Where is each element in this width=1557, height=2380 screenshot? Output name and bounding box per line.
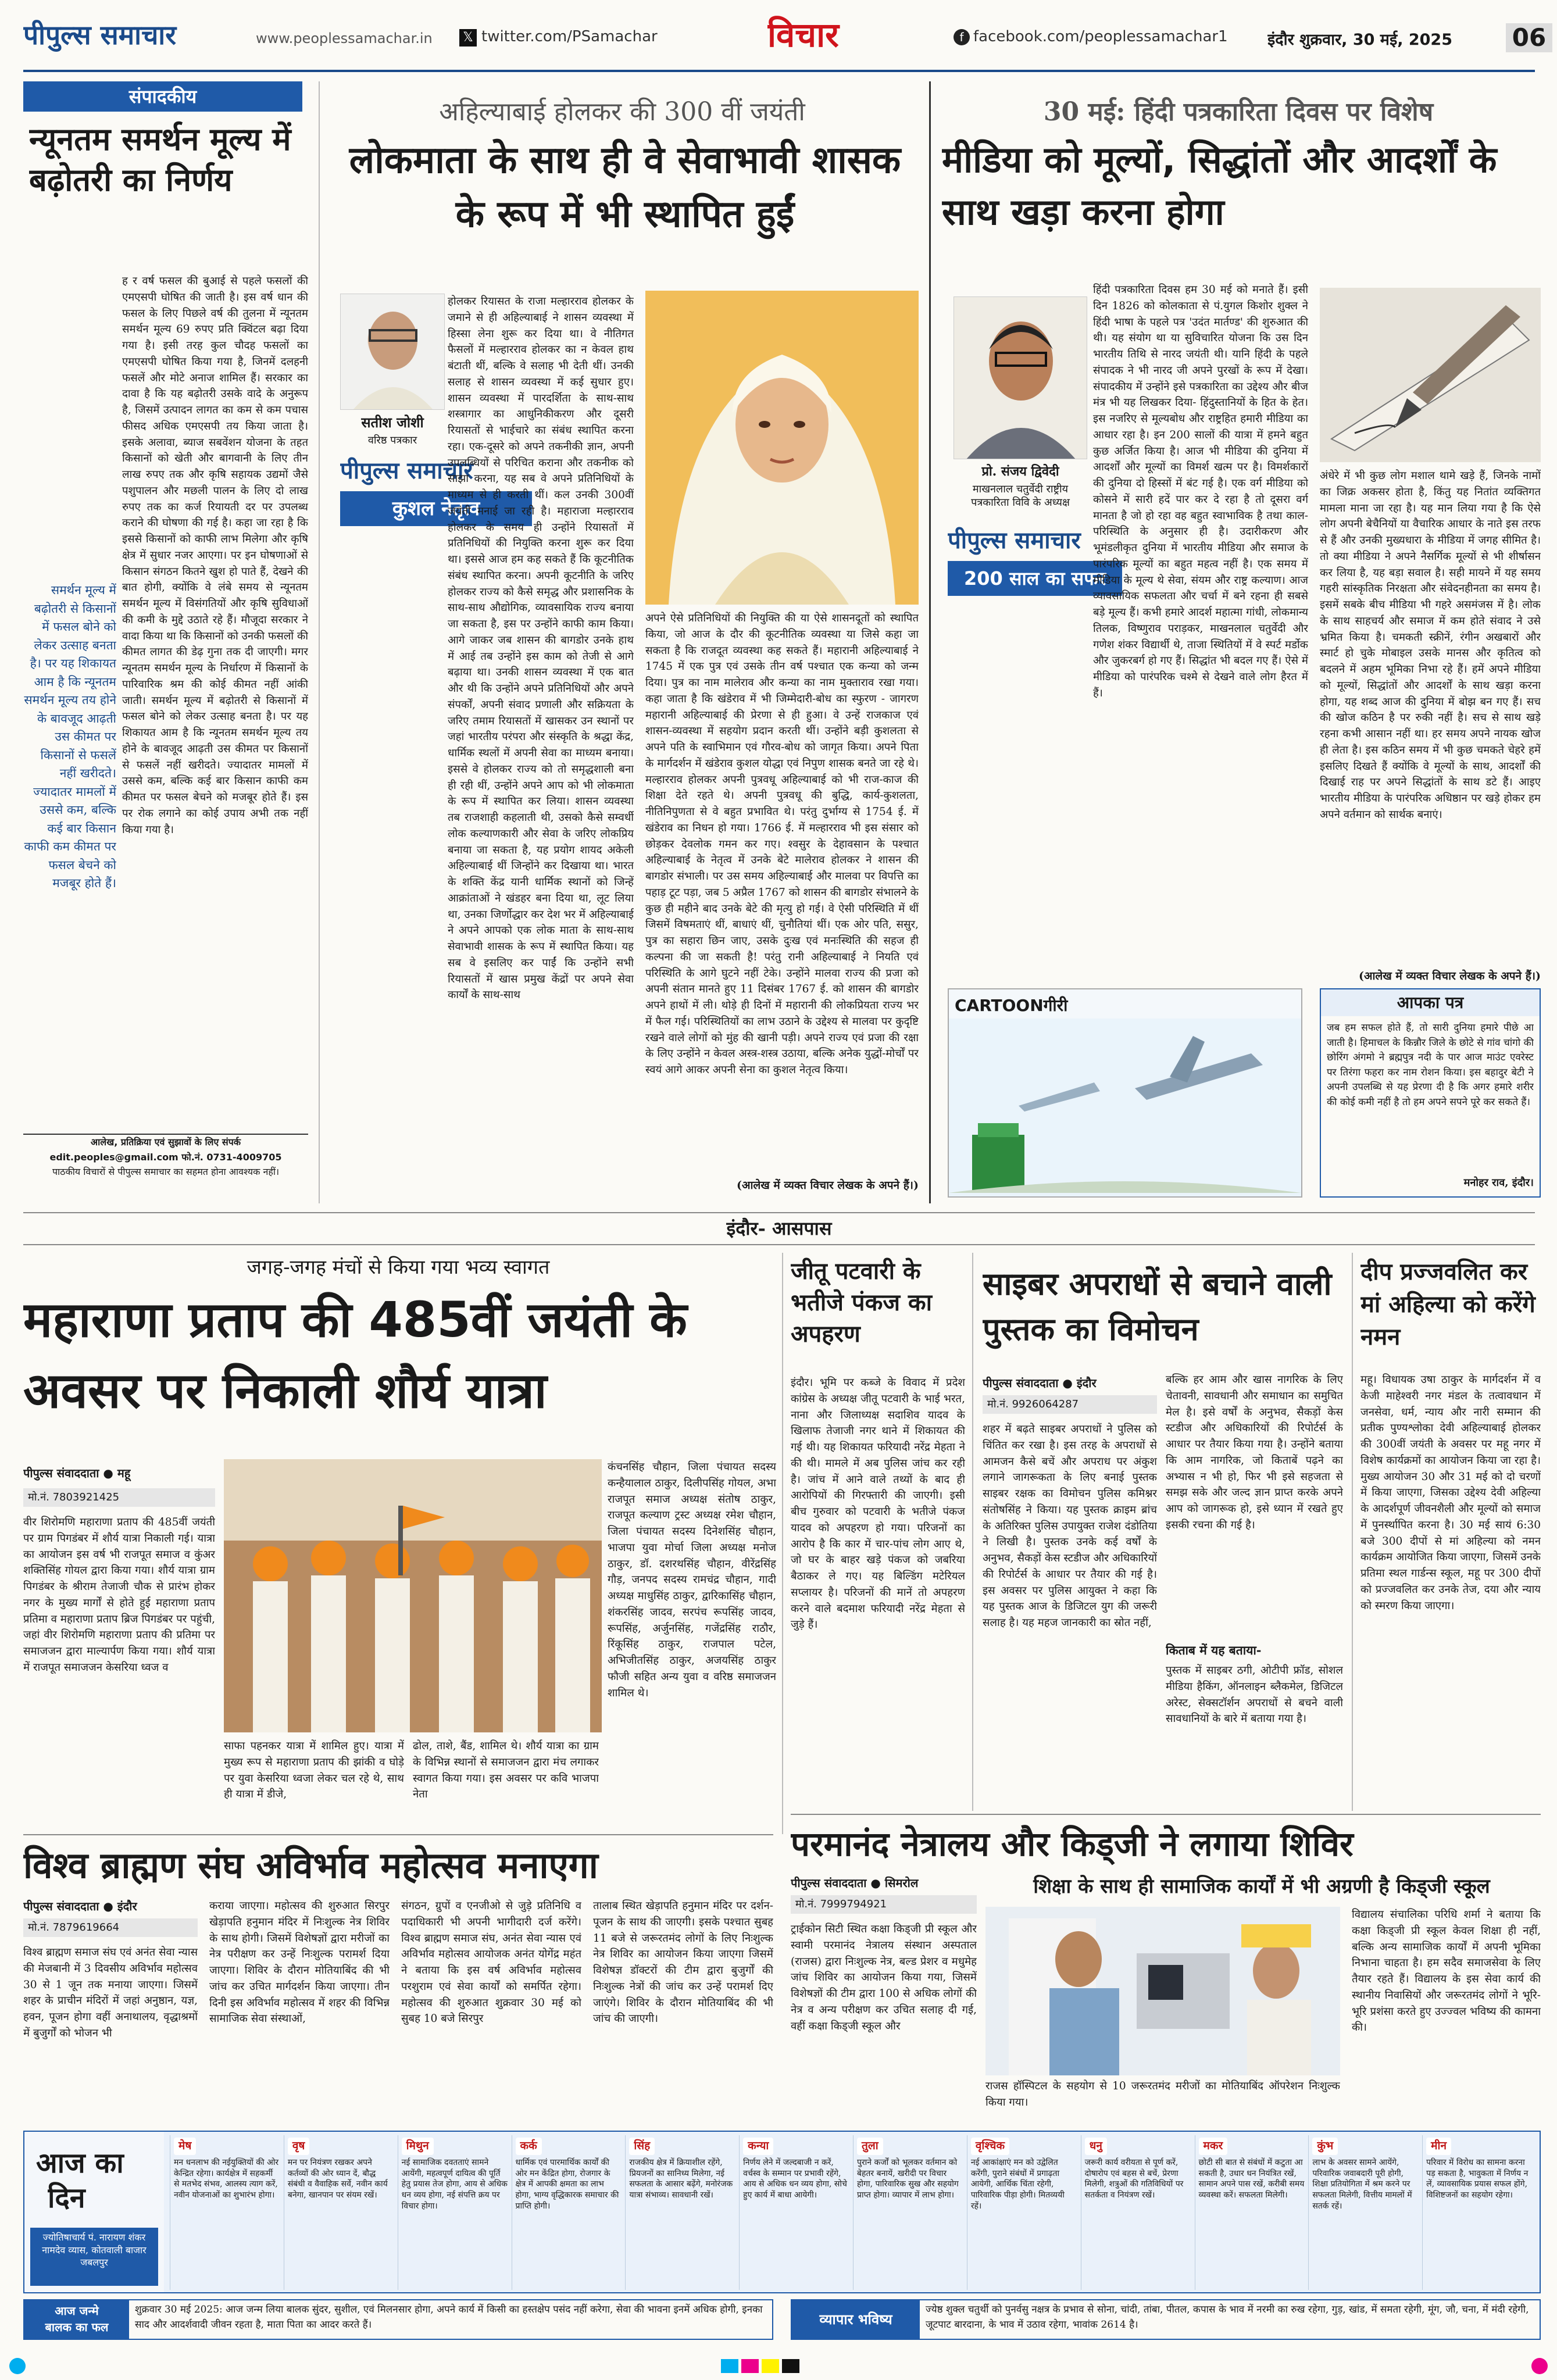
media-col2: अंधेरे में भी कुछ लोग मशाल थामे खड़े हैं, जिनके नामों का जिक्र अकसर होता है, किंतु यह नितांत व्यक्तिगत मामला माना जा रहा है। यह मान लिया गया है कि ऐसे लोग अपनी बेचैनियों या वैचारिक आधार के नाते इस तरफ से हैं और उनकी मुख्यधारा के मीडिया में जगह सीमित है। तो क्या मीडिया ने अपने नैसर्गिक मूल्यों से भी शीर्षासन कर लिया है, यह बड़ा सवाल है। सही मायने में यह समय गहरी सांस्कृतिक निरक्षता और संवेदनहीनता का समय है। इसमें सबके बीच मीडिया भी गहरे असमंजस में है। लोक के साथ साहचर्य और समाज में कम होते संवाद ने उसे भ्रमित किया है। चमकती स्क्रीनें, रंगीन अखबारों और स्मार्ट हो चुके मोबाइल उसके मानस और कृतित्व को बदलने में अहम भूमिका निभा रहे हैं। हमें अपने मीडिया को मूल्यों, सिद्धांतों और आदर्शों के साथ खड़ा करना होगा, यह शब्द आज की दुनिया में बोझ बन गए हैं। सच की खोज कठिन है पर रुकी नहीं है। सच से साथ खड़े रहना कभी आसान नहीं था। हर समय अपने नायक खोज ही लेता है। इस कठिन समय में भी कुछ चमकते चेहरे हमें इसलिए दिखते हैं क्योंकि वे मूल्यों के साथ, आदर्शों की दिखाई राह पर अपने सिद्धांतों के साथ डटे हैं। आइए भारतीय मीडिया के पारंपरिक अधिष्ठान पर खड़े होकर हम अपने वर्तमान को सार्थक बनाएं। <box>1320 470 1541 821</box>
zodiac-sign <box>1081 2135 1195 2290</box>
editorial-footer <box>23 1134 308 1198</box>
media-tagline: (आलेख में व्यक्त विचार लेखक के अपने हैं।) <box>1358 970 1541 982</box>
editorial-contact-label: आलेख, प्रतिक्रिया एवं सुझावों के लिए संपर्क <box>90 1137 241 1148</box>
twitter-link[interactable] <box>459 28 709 51</box>
maharana-kicker: जगह-जगह मंचों से किया गया भव्य स्वागत <box>247 1256 550 1279</box>
person-icon <box>954 297 1087 459</box>
netralaya-phone: मो.नं. 7999794921 <box>791 1895 977 1914</box>
portrait-illustration-icon <box>645 291 919 605</box>
ahilya-col2: अपने ऐसे प्रतिनिधियों की नियुक्ति की या ऐसे शासनदूतों को स्थापित किया, जो आज के दौर की कूटनीतिक व्यवस्था या जिसे कहा जा सकता है कि राजदूत व्यवस्था कह सकते हैं। महारानी अहिल्याबाई ने 1745 में एक पुत्र एवं उसके तीन वर्ष पश्चात एक कन्या को जन्म दिया। पुत्र का नाम मालेराव और कन्या का नाम मुक्ताराव रखा गया। कहा जाता है कि खंडेराव में भी जिम्मेदारी-बोध का स्फुरण - जागरण महारानी अहिल्याबाई की प्रेरणा से ही हुआ। वे उन्हें राजकाज एवं शासन-व्यवस्था में सहयोग प्रदान करती थीं। उन्होंने बड़ी कुशलता से अपने पति के स्वाभिमान एवं गौरव-बोध को जागृत किया। अपने पिता के मार्गदर्शन में खंडेराव कुशल योद्धा एवं निपुण शासक बनते जा रहे थे। मल्हारराव होलकर अपनी पुत्रवधू अहिल्याबाई को भी राज-काज की शिक्षा देते रहते थे। अपनी पुत्रवधू की बुद्धि, कार्य-कुशलता, नीतिनिपुणता से वे बहुत प्रभावित थे। परंतु दुर्भाग्य से 1754 ई. में खंडेराव का निधन हो गया। 1766 ई. में मल्हारराव भी इस संसार को छोड़कर देवलोक गमन कर गए। श्वसुर के देहावसान के पश्चात अहिल्याबाई के नेतृत्व में उनके बेटे मालेराव होलकर ने शासन की बागडोर संभाली। पर उस समय अहिल्याबाई और मालवा पर विपत्ति का पहाड़ टूट पड़ा, जब 5 अप्रैल 1767 को शासन की बागडोर संभालने के कुछ ही महीने बाद उनके बेटे की मृत्यु हो गई। वे ऐसी परिस्थिति में थीं जिसमें विषमताएं थीं, बाधाएं थीं, चुनौतियां थीं। एक ओर पति, ससुर, पुत्र का सहारा छिन जाए, उसके दुःख एवं मनःस्थिति की सहज ही कल्पना की जा सकती है! परंतु रानी अहिल्याबाई ने नियति एवं परिस्थिति के आगे घुटने नहीं टेके। उन्होंने मालवा राज्य की प्रजा को अपनी संतान मानते हुए 11 दिसंबर 1767 ई. को शासन की बागडोर अपने हाथों में ली। थोड़े ही दिनों में महारानी की लोकप्रियता राज्य भर में फैल गई। परिस्थितियों का लाभ उठाने के उद्देश्य से मालवा पर कुदृष्टि रखने वाले लोगों को मुंह की खानी पड़ी। अपने राज्य एवं प्रजा की रक्षा के लिए उन्होंने न केवल अस्त्र-शस्त्र उठाया, बल्कि अनेक युद्धों-मोर्चों पर स्वयं आगे आकर अपनी सेना का कुशल नेतृत्व किया। <box>645 612 919 1076</box>
zodiac-sign-text: मन धनलाभ की नईयुक्तियों की ओर केन्द्रित रहेगा। कार्यक्षेत्र में सहकर्मी से मतभेद संभव, आलस्य त्याग करें, नवीन योजनाओं का शुभारंभ होगा। <box>174 2157 279 2200</box>
editorial-disclaimer: पाठकीय विचारों से पीपुल्स समाचार का सहमत होना आवश्यक नहीं। <box>52 1166 280 1178</box>
cyber-byline: पीपुल्स संवाददाता ● इंदौर <box>983 1376 1097 1390</box>
section-rule <box>23 1244 1535 1245</box>
column-divider <box>782 1253 783 1834</box>
ahilya-tagline: (आलेख में व्यक्त विचार लेखक के अपने हैं।) <box>736 1179 919 1192</box>
letters-box <box>1320 988 1541 1198</box>
netralaya-caption: राजस हॉस्पिटल के सहयोग से 10 जरूरतमंद मरीजों का मोतियाबिंद ऑपरेशन निःशुल्क किया गया। <box>985 2080 1340 2109</box>
birthday-text: शुक्रवार 30 मई 2025: आज जन्म लिया बालक सुंदर, सुशील, एवं मिलनसार होगा, अपने कार्य में किसी का हस्तक्षेप पसंद नहीं करेगा, सेवा की भावना इनमें अधिक होगी, इनका साद और आदर्शवादी जीवन रहता है, माता पिता का आदर करते हैं। <box>135 2304 763 2331</box>
zodiac-sign-text: निर्णय लेने में जल्दबाजी न करें, वर्चस्व के सम्मान पर प्रभावी रहेंगे, आय से अधिक धन व्यय होगा, सोचे हुए कार्य में बाधा आयेगी। <box>743 2157 847 2200</box>
publication-logo[interactable]: पीपुल्स समाचार <box>23 19 177 51</box>
zodiac-sign-text: मन पर नियंत्रण रखकर अपने कर्तव्यों की ओर ध्यान दें, बौद्ध संबंधी व वैवाहिक सर्वे, नवीन कार्य बनेगा, खानपान पर संयम रखें। <box>287 2157 388 2200</box>
pen-illustration <box>1320 288 1541 462</box>
zodiac-sign-text: पुराने कर्जों को भूलकर वर्तमान को बेहतर बनायें, खरीदी पर विचार होगा, पारिवारिक सुख और सहयोग प्राप्त होगा। व्यापार में लाभ होगा। <box>857 2157 959 2200</box>
birthday-label-line1: आज जन्मे <box>55 2304 99 2318</box>
section-rule <box>23 1212 1535 1213</box>
zodiac-sign-name: कन्या <box>743 2138 773 2155</box>
editorial-email[interactable]: edit.peoples@gmail.com फो.नं. 0731-4009705 <box>49 1151 282 1163</box>
zodiac-sign-text: राजकीय क्षेत्र में क्रियाशील रहेंगे, प्रियजनों का सानिध्य मिलेगा, नई सफलता के आसार बढ़ेंगे, मनोरंजक यात्रा संभाव्य। सावधानी रखें। <box>629 2157 733 2200</box>
ahilya-kicker: अहिल्याबाई होलकर की 300 वीं जयंती <box>439 97 805 127</box>
brahman-col4: तालाब स्थित खेड़ापति हनुमान मंदिर पर दर्शन-पूजन के साथ की जाएगी। इसके पश्चात सुबह 11 बजे से जरूरतमंद लोगों के लिए निःशुल्क नेत्र शिविर का आयोजन किया जाएगा जिसमें विशेषज्ञ डॉक्टरों की टीम द्वारा बुजुर्गों की निःशुल्क नेत्रों की जांच कर उन्हें परामर्श दिए जाएंगे। शिविर के दौरान मोतियाबिंद की भी जांच की जाएगी। <box>593 1900 773 2025</box>
netralaya-col1: ट्राईकोन सिटी स्थित कक्षा किड्जी प्री स्कूल और स्वामी परमानंद नेत्रालय संस्थान अस्पताल (राजस) द्वारा निःशुल्क नेत्र, बल्ड प्रेशर व मधुमेह जांच शिविर का आयोजन किया गया, जिसमें विशेषज्ञों की टीम द्वारा 100 से अधिक लोगों की नेत्र व अन्य परीक्षण कर उचित सलाह दी गई, वहीं कक्षा किड्जी स्कूल और <box>791 1923 977 2032</box>
netralaya-photo <box>985 1907 1340 2075</box>
series-badge: 200 साल का सफर <box>948 561 1122 596</box>
zodiac-sign <box>170 2135 284 2290</box>
horoscope-strip <box>23 2131 1541 2293</box>
zodiac-sign-name: मिथुन <box>402 2138 434 2155</box>
zodiac-sign-name: मकर <box>1199 2138 1228 2155</box>
zodiac-sign <box>625 2135 739 2290</box>
jitu-title: जीतू पटवारी के भतीजे पंकज का अपहरण <box>791 1258 933 1348</box>
zodiac-sign <box>853 2135 967 2290</box>
horoscope-title-box <box>24 2132 164 2292</box>
zodiac-sign-name: कर्क <box>516 2138 542 2155</box>
brahman-phone: मो.नं. 7879619664 <box>23 1918 198 1937</box>
photo-eye-camp-icon <box>985 1907 1340 2075</box>
author-role: वरिष्ठ पत्रकार <box>367 434 417 446</box>
cyber-title: साइबर अपराधों से बचाने वाली पुस्तक का विमोचन <box>983 1266 1332 1348</box>
issue-date: इंदौर शुक्रवार, 30 मई, 2025 <box>1267 31 1453 49</box>
maharana-title: महाराणा प्रताप की 485वीं जयंती के अवसर पर निकाली शौर्य यात्रा <box>23 1291 687 1419</box>
series-badge: कुशल नेतृत्व <box>340 491 532 526</box>
brahman-col3: संगठन, ग्रुपों व एनजीओ से जुड़े प्रतिनिधि व पदाधिकारी भी अपनी भागीदारी दर्ज करेंगे। विश्व ब्राह्मण समाज संघ, अनंत सेवा न्यास एवं अविर्भाव महोत्सव आयोजक अनंत योगेंद्र महंत ने बताया कि इस वर्ष अविर्भाव महोत्सव परशुराम एवं सेवा कार्यों को समर्पित रहेगा। महोत्सव की शुरुआत शुक्रवार 30 मई को सुबह 10 बजे सिरपुर <box>401 1900 581 2025</box>
zodiac-sign-name: सिंह <box>629 2138 655 2155</box>
brahman-col2: कराया जाएगा। महोत्सव की शुरुआत सिरपुर खेड़ापति हनुमान मंदिर में निःशुल्क नेत्र शिविर के साथ होगी। जिसमें विशेषज्ञों द्वारा मरीजों का नेत्र परीक्षण कर उन्हें निःशुल्क परामर्श दिया जाएगा। शिविर के दौरान मोतियाबिंद की भी जांच कर उचित मार्गदर्शन किया जाएगा। तीन दिनी इस अविर्भाव महोत्सव में शहर की विभिन्न सामाजिक सेवा संस्थाओं, <box>209 1900 390 2025</box>
cartoon-title: CARTOONगीरी <box>955 996 1068 1015</box>
facebook-icon: f <box>954 29 970 45</box>
editorial-tag: संपादकीय <box>23 81 302 112</box>
letters-signature: मनोहर राव, इंदौर। <box>1463 1177 1534 1189</box>
zodiac-sign <box>1195 2135 1309 2290</box>
zodiac-sign-name: कुंभ <box>1312 2138 1338 2155</box>
zodiac-sign <box>739 2135 853 2290</box>
column-divider <box>929 81 931 1203</box>
twitter-handle: twitter.com/PSamachar <box>481 28 658 45</box>
column-divider <box>1352 1253 1353 1811</box>
website-link[interactable]: www.peoplessamachar.in <box>256 30 433 47</box>
zodiac-sign <box>284 2135 398 2290</box>
zodiac-sign-text: छोटी सी बात से संबंधों में कटुता आ सकती है, उधार धन नियंत्रित रखें, सामान अपने पास रखें, करीबी समय व्यवस्था करें। सफलता मिलेगी। <box>1198 2157 1305 2200</box>
business-box <box>791 2299 1541 2340</box>
photo-crowd-icon <box>224 1459 602 1732</box>
zodiac-sign-text: नई आकांक्षाएं मन को उद्वेलित करेंगी, पुराने संबंधों में प्रगाढ़ता आयेगी, आर्थिक चिंता रहेगी, पारिवारिक पीड़ा होगी। मितव्ययी रहें। <box>970 2157 1065 2211</box>
maharana-col1: वीर शिरोमणि महाराणा प्रताप की 485वीं जयंती पर ग्राम पिगडंबर में शौर्य यात्रा निकाली गई। यात्रा का आयोजन इस वर्ष भी राजपूत समाज व कुंअर शक्तिसिंह गोयल द्वारा किया गया। शौर्य यात्रा ग्राम पिगडंबर के श्रीराम तेजाजी चौक से प्रारंभ होकर नगर के मुख्य मार्गों से होते हुई महाराणा प्रताप प्रतिमा व महाराणा प्रताप ब्रिज पिगडंबर पर पहुंची, जहां वीर शिरोमणि महाराणा प्रताप की प्रतिमा पर समाजजन द्वारा माल्यार्पण किया गया। शौर्य यात्रा में राजपूत समाजजन केसरिया ध्वज व <box>23 1516 215 1674</box>
author-role: माखनलाल चतुर्वेदी राष्ट्रीय पत्रकारिता विवि के अध्यक्ष <box>971 483 1070 509</box>
author-name: सतीश जोशी <box>361 414 424 431</box>
ahilya-title: लोकमाता के साथ ही वे सेवाभावी शासक के रूप में भी स्थापित हुईं <box>349 139 901 236</box>
maharana-phone: मो.नं. 7803921425 <box>23 1488 215 1507</box>
pen-icon <box>1320 288 1541 462</box>
zodiac-sign <box>967 2135 1081 2290</box>
story-rule <box>23 1834 773 1835</box>
netralaya-subtitle: शिक्षा के साथ ही सामाजिक कार्यों में भी अग्रणी है किड्जी स्कूल <box>1033 1875 1490 1898</box>
series-logo: पीपुल्स समाचार <box>340 458 473 484</box>
business-label: व्यापार भविष्य <box>792 2300 920 2339</box>
ahilya-portrait <box>645 291 919 605</box>
editorial-title: न्यूनतम समर्थन मूल्य में बढ़ोतरी का निर्णय <box>29 121 291 199</box>
cyber-col1: शहर में बढ़ते साइबर अपराधों ने पुलिस को चिंतित कर रखा है। इस तरह के अपराधों से आमजन कैसे बचें और अपराध पर अंकुश लगाने जागरूकता के लिए बनाई पुस्तक साइबर रक्षक का विमोचन पुलिस कमिश्नर संतोषसिंह ने किया। यह पुस्तक क्राइम ब्रांच के अतिरिक्त पुलिस उपायुक्त राजेश दंडोतिया ने लिखी है। पुस्तक उनके कई वर्षों के अनुभव, सैकड़ों केस स्टडीज और अधिकारियों की रिपोर्टर्स के आधार पर तैयार की गई है। इस अवसर पर पुलिस आयुक्त ने कहा कि यह पुस्तक आज के डिजिटल युग की जरूरी सलाह है। यह महज जानकारी का स्रोत नहीं, <box>983 1423 1157 1629</box>
story-rule <box>791 1814 1541 1815</box>
deep-body: महू। विधायक उषा ठाकुर के मार्गदर्शन में व केजी माहेश्वरी नगर मंडल के तत्वावधान में जनसेवा, धर्म, न्याय और नारी सम्मान की प्रतीक पुण्यश्लोका देवी अहिल्याबाई होलकर की 300वीं जयंती के अवसर पर महू नगर में विशेष कार्यक्रमों का आयोजन किया जा रहा है। मुख्य आयोजन 30 और 31 मई को दो चरणों में किया जाएगा, जिसका उद्देश्य देवी अहिल्या के आदर्शपूर्ण जीवनशैली और मूल्यों को समाज में पुनर्स्थापित करना है। 30 मई सायं 6:30 बजे 300 दीपों से मां अहिल्या को नमन कार्यक्रम आयोजित किया जाएगा, जिसमें उनके प्रतिमा स्थल गार्डन्स स्कूल, महू पर 300 दीपों को प्रज्जवलित कर उनके तेज, दया और न्याय को स्मरण किया जाएगा। <box>1360 1374 1541 1612</box>
maharana-col2: साफा पहनकर यात्रा में शामिल हुए। यात्रा में मुख्य रूप से महाराणा प्रताप की झांकी व घोड़े पर युवा केसरिया ध्वजा लेकर चल रहे थे, साथ ही यात्रा में डीजे, <box>224 1740 404 1801</box>
masthead <box>0 0 1557 70</box>
astrologer-credit: ज्योतिषाचार्य पं. नारायण शंकर नामदेव व्यास, कोतवाली बाजार जबलपुर <box>30 2228 158 2286</box>
netralaya-col2: विद्यालय संचालिका परिधि शर्मा ने बताया कि कक्षा किड्जी प्री स्कूल केवल शिक्षा ही नहीं, बल्कि अन्य सामाजिक कार्यों में अपनी भूमिका निभाना चाहता है। हम सदैव समाजसेवा के लिए तैयार रहते हैं। विद्यालय के इस सेवा कार्य की स्थानीय निवासियों और जरूरतमंद लोगों ने भूरि-भूरि प्रशंसा करते हुए उज्ज्वल भविष्य की कामना की। <box>1352 1909 1541 2034</box>
author-photo <box>954 296 1087 459</box>
netralaya-title: परमानंद नेत्रालय और किड्जी ने लगाया शिविर <box>791 1824 1354 1864</box>
zodiac-sign-text: परिवार में विरोध का सामना करना पड़ सकता है, भावुकता में निर्णय न लें, व्यावसायिक प्रयास सफल होंगे, विशिष्टजनों का सहयोग रहेगा। <box>1426 2157 1529 2200</box>
series-logo: पीपुल्स समाचार <box>948 527 1081 554</box>
author-name: प्रो. संजय द्विवेदी <box>981 464 1059 479</box>
zodiac-sign-text: लाभ के अवसर सामने आयेंगे, परिवारिक जवाबदारी पूरी होगी, शिक्षा प्रतियोगिता में श्रम करने पर सफलता मिलेगी, वित्तीय मामलों में सतर्क रहें। <box>1312 2157 1412 2211</box>
jitu-body: इंदौर। भूमि पर कब्जे के विवाद में प्रदेश कांग्रेस के अध्यक्ष जीतू पटवारी के भाई भरत, नाना और जिलाध्यक्ष सदाशिव यादव के खिलाफ तेजाजी नगर थाने में शिकायत की गई थी। यह शिकायत फरियादी नरेंद्र मेहता ने की थी। मामले में अब पुलिस जांच कर रही है। जांच में आने वाले तथ्यों के बाद ही आरोपियों की गिरफ्तारी की जाएगी। इसी बीच गुरुवार को पटवारी के भतीजे पंकज यादव को अपहरण हो गया। परिजनों का आरोप है कि कार में चार-पांच लोग आए थे, जो घर के बाहर खड़े पंकज को जबरिया बैठाकर ले गए। यह बिल्डिंग मटेरियल सप्लायर है। परिजनों की मानें तो अपहरण करने वाले बदमाश फरियादी नरेंद्र मेहता से जुड़े हैं। <box>791 1377 965 1631</box>
section-label: इंदौर- आसपास <box>726 1217 832 1239</box>
zodiac-sign <box>512 2135 626 2290</box>
section-title: विचार <box>767 15 839 55</box>
netralaya-byline: पीपुल्स संवाददाता ● सिमरोल <box>791 1876 919 1890</box>
column-divider <box>972 1253 973 1811</box>
facebook-handle: facebook.com/peoplessamachar1 <box>973 28 1228 45</box>
facebook-link[interactable] <box>954 28 1244 51</box>
deep-title: दीप प्रज्जवलित कर मां अहिल्या को करेंगे नमन <box>1360 1259 1535 1350</box>
registration-marks-icon <box>0 2354 1557 2378</box>
cyber-col3: पुस्तक में साइबर ठगी, ओटीपी फ्रॉड, सोशल मीडिया हैकिंग, ऑनलाइन ब्लैकमेल, डिजिटल अरेस्ट, सेक्सटॉर्शन अपराधों से बचने वाली सावधानियों के बारे में बताया गया है। <box>1166 1664 1343 1725</box>
author-photo <box>340 294 445 410</box>
letters-title: आपका पत्र <box>1321 989 1540 1016</box>
zodiac-sign-name: तुला <box>857 2138 883 2155</box>
media-kicker: 30 मई: हिंदी पत्रकारिता दिवस पर विशेष <box>1043 97 1434 127</box>
maharana-byline: पीपुल्स संवाददाता ● महू <box>23 1466 131 1480</box>
birthday-label <box>24 2300 129 2339</box>
zodiac-row <box>170 2135 1536 2292</box>
ahilya-col1: होलकर रियासत के राजा मल्हारराव होलकर के जमाने से ही अहिल्याबाई ने शासन व्यवस्था में हिस्सा लेना शुरू कर दिया था। वे नीतिगत फैसलों में मल्हारराव होलकर का न केवल हाथ बंटाती थीं, बल्कि वे सलाह भी देती थीं। उनकी सलाह से शासन व्यवस्था में कई सुधार हुए। शासन व्यवस्था में पारदर्शिता के साथ-साथ शस्त्रागार का आधुनिकीकरण और दूसरी रियासतों से भाईचारे का संबंध स्थापित करना रहा। एक-दूसरे को अपने तकनीकी ज्ञान, अपनी उपलब्धियों से परिचित कराना और तकनीक को साझा करना, यह सब वे अपने प्रतिनिधियों के माध्यम से ही करती थीं। कल उनकी 300वीं जयंती मनाई जा रही है। महाराजा मल्हारराव होलकर के समय ही उन्होंने रियासतों में प्रतिनिधियों की नियुक्ति करना शुरू कर दिया था। इससे आज हम कह सकते हैं कि कूटनीतिक संबंध स्थापित करना। अपनी कूटनीति के जरिए होलकर राज्य को कैसे समृद्ध और प्रशासनिक के साथ-साथ औद्योगिक, व्यावसायिक राज्य बनाया जा सकता है, इस पर उन्होंने काफी काम किया। आगे जाकर जब शासन की बागडोर उनके हाथ में आई तब उन्होंने इस काम को तेजी से आगे बढ़ाया था। उनकी शासन व्यवस्था में एक बात और थी कि उन्होंने अपने प्रतिनिधियों और अपने संपर्कों, अपनी संवाद प्रणाली और सक्रियता के जरिए तमाम रियासतों में खासकर उन स्थानों पर जहां भारतीय परंपरा और संस्कृति के श्रद्धा केंद्र, धार्मिक स्थलों में अपनी सेवा का माध्यम बनाया। इससे वे होलकर राज्य को तो समृद्धशाली बना ही रही थीं, उन्होंने अपने आप को भी लोकमाता के रूप में स्थापित कर लिया। शासन व्यवस्था तब राजशाही कहलाती थी, उसको कैसे सम्वर्धी लोक कल्याणकारी और सेवा के जरिए लोकप्रिय बनाया जा सकता है, यह प्रयोग शायद अकेली अहिल्याबाई थीं जिन्होंने कर दिखाया था। भारत के शक्ति केंद्र यानी धार्मिक स्थानों को जिन्हें आक्रांताओं ने खंडहर बना दिया था, लूट लिया था, उनका जिर्णोद्धार कर देश भर में अहिल्याबाई ने अपने आपको एक लोक माता के साथ-साथ सेवाभावी शासक के रूप में स्थापित किया। यह सब वे इसलिए कर पाईं कि उन्होंने सभी रियासतों में खास प्रमुख केंद्रों पर अपने सेवा कार्यों के साथ-साथ <box>448 295 634 1002</box>
zodiac-sign <box>1308 2135 1422 2290</box>
media-title: मीडिया को मूल्यों, सिद्धांतों और आदर्शों के साथ खड़ा करना होगा <box>942 138 1497 233</box>
media-col1: हिंदी पत्रकारिता दिवस हम 30 मई को मनाते हैं। इसी दिन 1826 को कोलकाता से पं.युगल किशोर शुक्ल ने हिंदी भाषा के पहले पत्र 'उदंत मार्तण्ड' की शुरुआत की थी। यह संयोग था या सुविचारित योजना कि उस दिन भारतीय तिथि से नारद जयंती थी। यानि हिंदी के पहले संपादक ने भी नारद जी अपने पुरखों के रूप में देखा। संपादकीय में उन्होंने इसे पत्रकारिता का उद्देश्य और बीज मंत्र भी यह लिखकर दिया- हिंदुस्तानियों के हित के हेत। इस नजरिए से मूल्यबोध और राष्ट्रहित हमारी मीडिया का आधार रहा है। इन 200 सालों की यात्रा में हमने बहुत कुछ अर्जित किया है। आज भी मीडिया की दुनिया में आदर्शों और मूल्यों का विमर्श खत्म पर है। विमर्शकारों की दुनिया दो हिस्सों में बंट गई है। एक वर्ग मीडिया को कोसने में सारी हदें पार कर दे रहा है तो दूसरा वर्ग मानता है जो हो रहा वह बहुत स्वाभाविक है तथा काल-परिस्थिति के अनुसार ही है। उदारीकरण और भूमंडलीकृत दुनिया में भारतीय मीडिया और समाज के पारंपरिक मूल्यों का बहुत महत्व नहीं है। एक समय में मीडिया के मूल्य थे सेवा, संयम और राष्ट्र कल्याण। आज व्यावसायिक सफलता और चर्चा में बने रहना ही सबसे बड़े मूल्य हैं। कभी हमारे आदर्श महात्मा गांधी, लोकमान्य तिलक, विष्णुराव पराड़कर, माखनलाल चतुर्वेदी और गणेश शंकर विद्यार्थी थे, ताजा स्थितियों में वे स्पर्ट मर्डोक और जुकरबर्ग हो गए हैं। सिद्धांत भी बदल गए हैं। ऐसे में मीडिया को पारंपरिक चश्मे से देखने वाले लोग हैरत में हैं। <box>1093 284 1308 699</box>
page-number: 06 <box>1506 23 1552 52</box>
zodiac-sign-name: मीन <box>1426 2138 1451 2155</box>
zodiac-sign-name: वृष <box>288 2138 310 2155</box>
business-text: ज्येष्ठ शुक्ल चतुर्थी को पुनर्वसु नक्षत्र के प्रभाव से सोना, चांदी, तांबा, पीतल, कपास के भाव में नरमी का रुख रहेगा, गुड़, खांड, में समता रहेगी, मूंग, जौ, चना, में मंदी रहेगी, जूटपाट बारदाना, के भाव में उठाव रहेगा, भावांक 2614 है। <box>926 2304 1529 2331</box>
cartoon-panel <box>948 988 1302 1198</box>
zodiac-sign <box>398 2135 512 2290</box>
cyber-subhead: किताब में यह बताया- <box>1166 1643 1262 1657</box>
cyber-phone: मो.नं. 9926064287 <box>983 1395 1157 1414</box>
masthead-rule <box>23 70 1535 72</box>
zodiac-sign-text: नई सामाजिक दवतताएं सामने आयेंगी, महत्वपूर्ण दायित्व की पूर्ति हेतु प्रयास तेज होगा, आय से अधिक धन व्यय होगा, नई संपत्ति क्रय पर विचार होगा। <box>401 2157 508 2211</box>
maharana-col4: कंचनसिंह चौहान, जिला पंचायत सदस्य कन्हैयालाल ठाकुर, दिलीपसिंह गोयल, अभा राजपूत समाज अध्यक्ष संतोष ठाकुर, राजपूत कल्याण ट्रस्ट अध्यक्ष रमेश चौहान, जिला पंचायत सदस्य दिनेशसिंह चौहान, भाजपा युवा मोर्चा जिला अध्यक्ष मनोज ठाकुर, डॉ. दशरथसिंह चौहान, वीरेंद्रसिंह गौड़, जनपद सदस्य रामचंद्र चौहान, गादी अध्यक्ष माधुसिंह ठाकुर, द्वारिकासिंह चौहान, शंकरसिंह जादव, सरपंच रूपसिंह जादव, रूपसिंह, अर्जुनसिंह, गजेंद्रसिंह राठौर, रिंकूसिंह ठाकुर, राजपाल पटेल, अभिजीतसिंह ठाकुर, अजयसिंह ठाकुर फौजी सहित अन्य युवा व वरिष्ठ समाजजन शामिल थे। <box>608 1461 776 1699</box>
zodiac-sign-name: धनु <box>1085 2138 1107 2155</box>
maharana-photo <box>224 1459 602 1732</box>
cartoon-illustration-icon <box>949 1019 1301 1196</box>
brahman-byline: पीपुल्स संवाददाता ● इंदौर <box>23 1899 137 1913</box>
birthday-label-line2: बालक का फल <box>45 2320 109 2334</box>
zodiac-sign-name: वृश्चिक <box>971 2138 1009 2155</box>
zodiac-sign-name: मेष <box>174 2138 196 2155</box>
print-color-marks <box>0 2354 1557 2378</box>
letters-body: जब हम सफल होते हैं, तो सारी दुनिया हमारे पीछे आ जाती है। हिमाचल के किन्नौर जिले के छोटे से गांव चांगो की छोरिंग अंगमो ने ब्रह्मपुत्र नदी के पार आज माउंट एवरेस्ट पर तिरंगा फहरा कर नाम रोशन किया। इस बहादुर बेटी ने अपनी उपलब्धि से यह प्रेरणा दी है कि अगर हमारे शरीर की कोई कमी नहीं है तो हम अपने सपने पूरे कर सकते हैं। <box>1327 1022 1534 1108</box>
editorial-body: ह र वर्ष फसल की बुआई से पहले फसलों की एमएसपी घोषित की जाती है। इस वर्ष धान की फसल के लिए पिछले वर्ष की तुलना में न्यूनतम समर्थन मूल्य 69 रुपए प्रति क्विंटल बढ़ा दिया गया है। इसी तरह कुल चौदह फसलों का एमएसपी घोषित किया गया है, जिनमें दलहनी फसलें और मोटे अनाज शामिल हैं। सरकार का दावा है कि यह बढ़ोतरी उसके वादे के अनुरूप है, जिसमें उत्पादन लागत का कम से कम पचास फीसद अधिक एमएसपी तय किया जाता है। इसके अलावा, ब्याज सबवेंशन योजना के तहत किसानों को खेती और बागवानी के लिए तीन लाख रुपए तक और कृषि सहायक उद्यमों जैसे पशुपालन और मछली पालन के लिए दो लाख रुपए तक का कर्ज रियायती दर पर उपलब्ध कराने की घोषणा की गई है। कहा जा रहा है कि इससे किसानों को काफी लाभ मिलेगा और कृषि क्षेत्र में सुधार नजर आएगा। पर इन घोषणाओं से किसान संगठन कितने खुश हो पाते हैं, देखने की बात होगी, क्योंकि वे लंबे समय से न्यूनतम समर्थन मूल्य में विसंगतियों और कृषि सुविधाओं की कमी के मुद्दे उठाते रहे हैं। मौजूदा सरकार ने वादा किया था कि किसानों को उनकी फसलों की कीमत लागत की डेढ़ गुना तक दी जाएगी। मगर न्यूनतम समर्थन मूल्य के निर्धारण में किसानों के पारिवारिक श्रम की कोई कीमत नहीं आंकी जाती। समर्थन मूल्य में बढ़ोतरी से किसानों में फसल बोने को लेकर उत्साह बनता है। पर यह शिकायत आम है कि न्यूनतम समर्थन मूल्य तय होने के बावजूद आढ़ती उस कीमत पर किसानों से फसलें नहीं खरीदते। ज्यादातर मामलों में उससे कम, बल्कि कई बार किसान काफी कम कीमत पर फसल बेचने को मजबूर होते हैं। इस पर रोक लगाने का कोई उपाय अभी तक नहीं किया गया है। <box>122 275 308 836</box>
editorial-pullquote: समर्थन मूल्य में बढ़ोतरी से किसानों में फसल बोने को लेकर उत्साह बनता है। पर यह शिकायत आम है कि न्यूनतम समर्थन मूल्य तय होने के बावजूद आढ़ती उस कीमत पर किसानों से फसलें नहीं खरीदते। ज्यादातर मामलों में उससे कम, बल्कि कई बार किसान काफी कम कीमत पर फसल बेचने को मजबूर होते हैं। <box>24 583 116 890</box>
zodiac-sign <box>1422 2135 1536 2290</box>
zodiac-sign-text: जरूरी कार्य वरीयता से पूर्ण करें, दोषारोप एवं बहस से बचें, प्रेरणा मिलेगी, शत्रुओं की गतिविधियों पर सतर्कता व नियंत्रण रखें। <box>1084 2157 1184 2200</box>
brahman-col1: विश्व ब्राह्मण समाज संघ एवं अनंत सेवा न्यास की मेजबानी में 3 दिवसीय अविर्भाव महोत्सव 30 से 1 जून तक मनाया जाएगा। जिसमें शहर के प्राचीन मंदिरों में जहां अनुष्ठान, यज्ञ, हवन, पूजन होगा वहीं अनाथालय, वृद्धाश्रमों में बुजुर्गों को भोजन भी <box>23 1946 198 2039</box>
x-icon: 𝕏 <box>459 29 477 47</box>
person-icon <box>341 294 445 410</box>
horoscope-title-line2: दिन <box>48 2182 85 2213</box>
column-divider <box>319 81 320 1203</box>
birthday-box <box>23 2299 773 2340</box>
brahman-title: विश्व ब्राह्मण संघ अविर्भाव महोत्सव मनाएगा <box>23 1844 598 1886</box>
maharana-col3: ढोल, ताशे, बैंड, शामिल थे। शौर्य यात्रा का ग्राम के विभिन्न स्थानों से समाजजन द्वारा मंच लगाकर स्वागत किया गया। इस अवसर पर कवि भाजपा नेता <box>413 1740 599 1801</box>
zodiac-sign-text: धार्मिक एवं पारमार्थिक कार्यों की ओर मन केंद्रित होगा, रोजगार के क्षेत्र में आपकी क्षमता का लाभ होगा, भाग्य वृद्धिकारक समाचार की प्राप्ति होगी। <box>515 2157 619 2211</box>
cyber-col2: बल्कि हर आम और खास नागरिक के लिए चेतावनी, सावधानी और समाधान का समुचित मेल है। इसे वर्षों के अनुभव, सैकड़ों केस स्टडीज और अधिकारियों की रिपोर्टर्स के आधार पर तैयार किया गया है। उन्होंने बताया कि आम नागरिक, जो किताबें पढ़ने का अभ्यास न भी हो, फिर भी इसे सहजता से समझ सके और जल्द ज्ञान प्राप्त करके अपने आप को जागरूक हो, इसे ध्यान में रखते हुए इसकी रचना की गई है। <box>1166 1374 1343 1531</box>
horoscope-title: आज का <box>36 2147 124 2178</box>
